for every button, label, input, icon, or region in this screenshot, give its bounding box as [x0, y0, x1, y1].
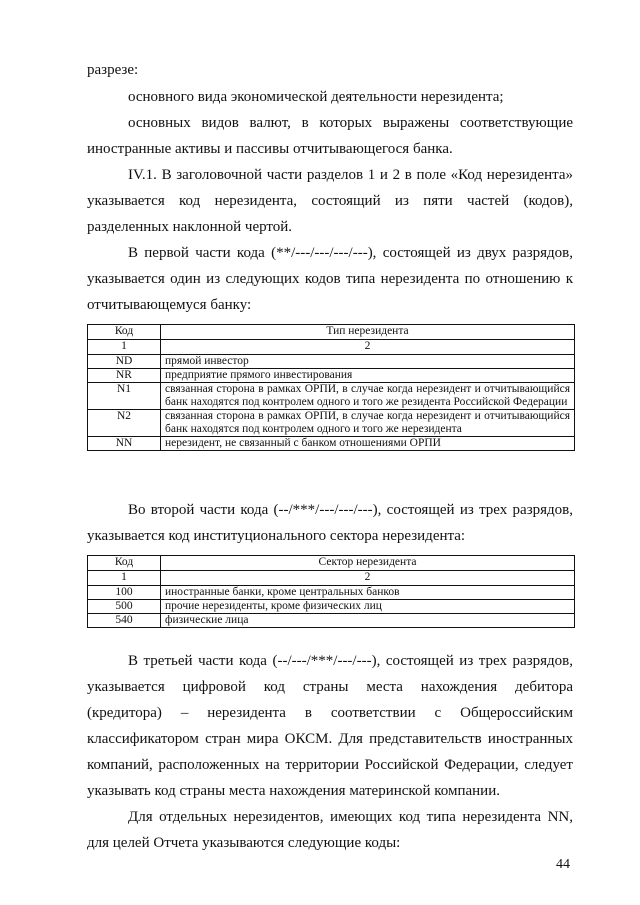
description-cell: связанная сторона в рамках ОРПИ, в случае когда нерезидент и отчитывающийся банк находятся под контролем одного и того же нерезидента [161, 410, 575, 437]
description-cell: иностранные банки, кроме центральных банков [161, 586, 575, 600]
nonresident-type-table [87, 324, 575, 451]
header-cell: Сектор нерезидента [161, 556, 575, 571]
description-cell: прочие нерезиденты, кроме физических лиц [161, 600, 575, 614]
text-line: разделенных наклонной чертой. [87, 219, 293, 235]
table-row [88, 614, 575, 628]
text-line: основного вида экономической деятельности нерезидента; [128, 89, 504, 105]
text-line: (кредитора) – нерезидента в соответствии с Общероссийским [87, 705, 573, 721]
table-row [88, 383, 575, 410]
header-cell: Тип нерезидента [161, 325, 575, 340]
table-header-row [88, 556, 575, 571]
description-cell: предприятие прямого инвестирования [161, 369, 575, 383]
code-cell: N1 [88, 383, 161, 410]
text-line: указывается код нерезидента, состоящий из пяти частей (кодов), [87, 193, 573, 209]
text-line: компаний, расположенных на территории Российской Федерации, следует [87, 757, 573, 773]
code-cell: NN [88, 437, 161, 451]
table-row [88, 437, 575, 451]
code-cell: 100 [88, 586, 161, 600]
description-cell: физические лица [161, 614, 575, 628]
text-line: указывается цифровой код страны места нахождения дебитора [87, 679, 573, 695]
text-line: отчитывающемуся банку: [87, 297, 252, 313]
text-line: указывается код институционального сектора нерезидента: [87, 528, 466, 544]
description-cell: прямой инвестор [161, 355, 575, 369]
code-cell: 540 [88, 614, 161, 628]
code-cell: N2 [88, 410, 161, 437]
text-line: указывается один из следующих кодов типа нерезидента по отношению к [87, 271, 573, 287]
column-number: 2 [161, 340, 575, 355]
text-line: Для отдельных нерезидентов, имеющих код типа нерезидента NN, [128, 809, 573, 825]
nonresident-sector-table [87, 555, 575, 628]
code-cell: ND [88, 355, 161, 369]
text-line: разрезе: [87, 62, 139, 78]
table-row [88, 586, 575, 600]
text-line: В третьей части кода (--/---/***/---/---), состоящей из трех разрядов, [128, 653, 573, 669]
code-cell: NR [88, 369, 161, 383]
text-line: для целей Отчета указываются следующие коды: [87, 835, 401, 851]
text-line: иностранные активы и пассивы отчитывающегося банка. [87, 141, 453, 157]
column-number: 1 [88, 571, 161, 586]
table-row [88, 410, 575, 437]
text-line: В первой части кода (**/---/---/---/---), состоящей из двух разрядов, [128, 245, 573, 261]
table-row [88, 369, 575, 383]
text-line: IV.1. В заголовочной части разделов 1 и 2 в поле «Код нерезидента» [128, 167, 573, 183]
table-row [88, 355, 575, 369]
header-cell: Код [88, 556, 161, 571]
code-cell: 500 [88, 600, 161, 614]
text-line: Во второй части кода (--/***/---/---/---), состоящей из трех разрядов, [128, 502, 573, 518]
table-number-row [88, 340, 575, 355]
column-number: 1 [88, 340, 161, 355]
description-cell: нерезидент, не связанный с банком отношениями ОРПИ [161, 437, 575, 451]
column-number: 2 [161, 571, 575, 586]
table-row [88, 600, 575, 614]
table-header-row [88, 325, 575, 340]
header-cell: Код [88, 325, 161, 340]
text-line: основных видов валют, в которых выражены соответствующие [128, 115, 573, 131]
description-cell: связанная сторона в рамках ОРПИ, в случае когда нерезидент и отчитывающийся банк находятся под контролем одного и того же резидента Российской Федерации [161, 383, 575, 410]
table-number-row [88, 571, 575, 586]
page-number: 44 [556, 857, 570, 872]
text-line: указывать код страны места нахождения материнской компании. [87, 783, 500, 799]
text-line: классификатором стран мира ОКСМ. Для представительств иностранных [87, 731, 573, 747]
